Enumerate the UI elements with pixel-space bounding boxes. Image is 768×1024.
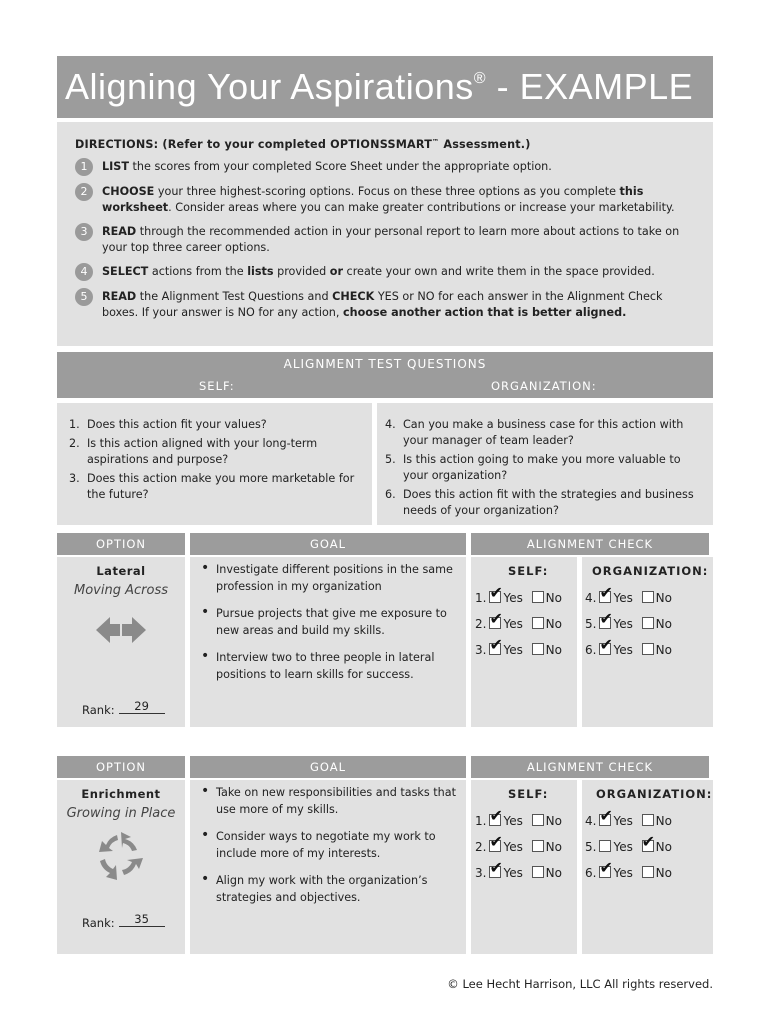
goal-header: GOAL (190, 533, 466, 555)
no-checkbox[interactable] (532, 866, 544, 878)
directions-heading: DIRECTIONS: (Refer to your completed OPTIONSSMART™ Assessment.) (75, 138, 531, 151)
goal-item: • Interview two to three people in lateral positions to learn skills for success. (200, 649, 462, 683)
org-questions-panel (377, 403, 713, 525)
rank-field: Rank: 29 (82, 703, 165, 718)
goal-item: • Consider ways to negotiate my work to include more of my interests. (200, 828, 462, 862)
copyright-footer: © Lee Hecht Harrison, LLC All rights reserved. (447, 977, 713, 991)
alignment-question: 4. Can you make a business case for this action with your manager of team leader? (385, 418, 684, 447)
yes-checkbox[interactable] (599, 643, 611, 655)
yes-checkbox[interactable] (599, 617, 611, 629)
goal-cell (190, 557, 466, 727)
page-title: Aligning Your Aspirations® - EXAMPLE (57, 56, 713, 118)
yes-checkbox[interactable] (489, 591, 501, 603)
step-number-badge: 3 (75, 223, 93, 241)
direction-step-3 (75, 224, 695, 256)
check-row-2: 2.✔ Yes No (475, 840, 562, 854)
step-number-badge: 1 (75, 158, 93, 176)
goal-item: • Take on new responsibilities and tasks that use more of my skills. (200, 784, 462, 818)
no-checkbox[interactable] (642, 617, 654, 629)
no-checkbox[interactable] (642, 591, 654, 603)
goal-item: • Pursue projects that give me exposure to new areas and build my skills. (200, 605, 462, 639)
goal-cell (190, 780, 466, 954)
self-check-cell (471, 557, 577, 727)
option-cell (57, 780, 185, 954)
check-row-1: 1.✔ Yes No (475, 591, 562, 605)
alignment-question: 6. Does this action fit with the strategies and business needs of your organization? (385, 488, 694, 517)
step-text: CHOOSE your three highest-scoring options. Focus on these three options as you complete this worksheet. Consider areas where you can make greater contributions or increase your marketability. (102, 185, 675, 214)
goal-item: • Align my work with the organization’s strategies and objectives. (200, 872, 462, 906)
org-check-label: ORGANIZATION: (596, 787, 713, 801)
option-subtitle: Growing in Place (66, 806, 176, 821)
alignment-question: 2. Is this action aligned with your long-term aspirations and purpose? (69, 437, 318, 466)
self-check-label: SELF: (508, 787, 549, 801)
cycle-arrows-icon (91, 826, 151, 890)
yes-checkbox[interactable] (599, 840, 611, 852)
option-name: Lateral (96, 564, 146, 578)
alignment-question: 1. Does this action fit your values? (69, 418, 267, 431)
self-questions-panel (57, 403, 372, 525)
check-row-4: 4.✔ Yes No (585, 814, 672, 828)
alignment-question: 5. Is this action going to make you more valuable to your organization? (385, 453, 681, 482)
check-row-4: 4.✔ Yes No (585, 591, 672, 605)
step-text: READ through the recommended action in your personal report to learn more about actions to take on your top three career options. (102, 225, 680, 254)
atq-self-label: SELF: (199, 379, 235, 393)
check-row-2: 2.✔ Yes No (475, 617, 562, 631)
check-row-1: 1.✔ Yes No (475, 814, 562, 828)
no-checkbox[interactable] (532, 840, 544, 852)
rank-field: Rank: 35 (82, 916, 165, 931)
alignment-question: 3. Does this action make you more marketable for the future? (69, 472, 355, 501)
step-number-badge: 2 (75, 183, 93, 201)
yes-checkbox[interactable] (489, 840, 501, 852)
org-check-label: ORGANIZATION: (592, 564, 709, 578)
option-header: OPTION (57, 756, 185, 778)
alignment-test-questions-header (57, 352, 713, 398)
option-subtitle: Moving Across (74, 583, 168, 598)
no-checkbox[interactable] (642, 866, 654, 878)
no-checkbox[interactable] (532, 617, 544, 629)
no-checkbox[interactable] (532, 591, 544, 603)
step-text: READ the Alignment Test Questions and CHECK YES or NO for each answer in the Alignment Check boxes. If your answer is NO for any action, choose another action that is better aligned. (102, 290, 663, 319)
yes-checkbox[interactable] (489, 617, 501, 629)
check-row-5: 5.✔ Yes No (585, 617, 672, 631)
alignment-check-header: ALIGNMENT CHECK (471, 756, 709, 778)
yes-checkbox[interactable] (599, 591, 611, 603)
no-checkbox[interactable] (532, 814, 544, 826)
step-number-badge: 5 (75, 288, 93, 306)
directions-panel (57, 122, 713, 346)
option-cell (57, 557, 185, 727)
yes-checkbox[interactable] (489, 814, 501, 826)
no-checkbox[interactable] (532, 643, 544, 655)
check-row-5: 5. Yes ✔No (585, 840, 672, 854)
direction-step-2 (75, 184, 695, 216)
self-check-label: SELF: (508, 564, 549, 578)
directions-steps (75, 159, 695, 321)
yes-checkbox[interactable] (489, 866, 501, 878)
direction-step-1 (75, 159, 695, 176)
option-name: Enrichment (81, 787, 161, 801)
step-text: LIST the scores from your completed Score Sheet under the appropriate option. (102, 160, 552, 173)
direction-step-4 (75, 264, 695, 281)
rank-value[interactable]: 29 (119, 699, 165, 714)
check-row-6: 6.✔ Yes No (585, 866, 672, 880)
no-checkbox[interactable] (642, 643, 654, 655)
no-checkbox[interactable] (642, 814, 654, 826)
yes-checkbox[interactable] (599, 814, 611, 826)
no-checkbox[interactable] (642, 840, 654, 852)
step-number-badge: 4 (75, 263, 93, 281)
atq-org-label: ORGANIZATION: (491, 379, 597, 393)
left-right-arrows-icon (94, 613, 148, 651)
check-row-3: 3.✔ Yes No (475, 866, 562, 880)
rank-value[interactable]: 35 (119, 912, 165, 927)
option-header: OPTION (57, 533, 185, 555)
yes-checkbox[interactable] (599, 866, 611, 878)
check-row-3: 3.✔ Yes No (475, 643, 562, 657)
alignment-check-header: ALIGNMENT CHECK (471, 533, 709, 555)
direction-step-5 (75, 289, 695, 321)
check-row-6: 6.✔ Yes No (585, 643, 672, 657)
goal-item: • Investigate different positions in the same profession in my organization (200, 561, 462, 595)
yes-checkbox[interactable] (489, 643, 501, 655)
step-text: SELECT actions from the lists provided or create your own and write them in the space provided. (102, 265, 655, 278)
goal-header: GOAL (190, 756, 466, 778)
atq-title: ALIGNMENT TEST QUESTIONS (283, 357, 487, 371)
